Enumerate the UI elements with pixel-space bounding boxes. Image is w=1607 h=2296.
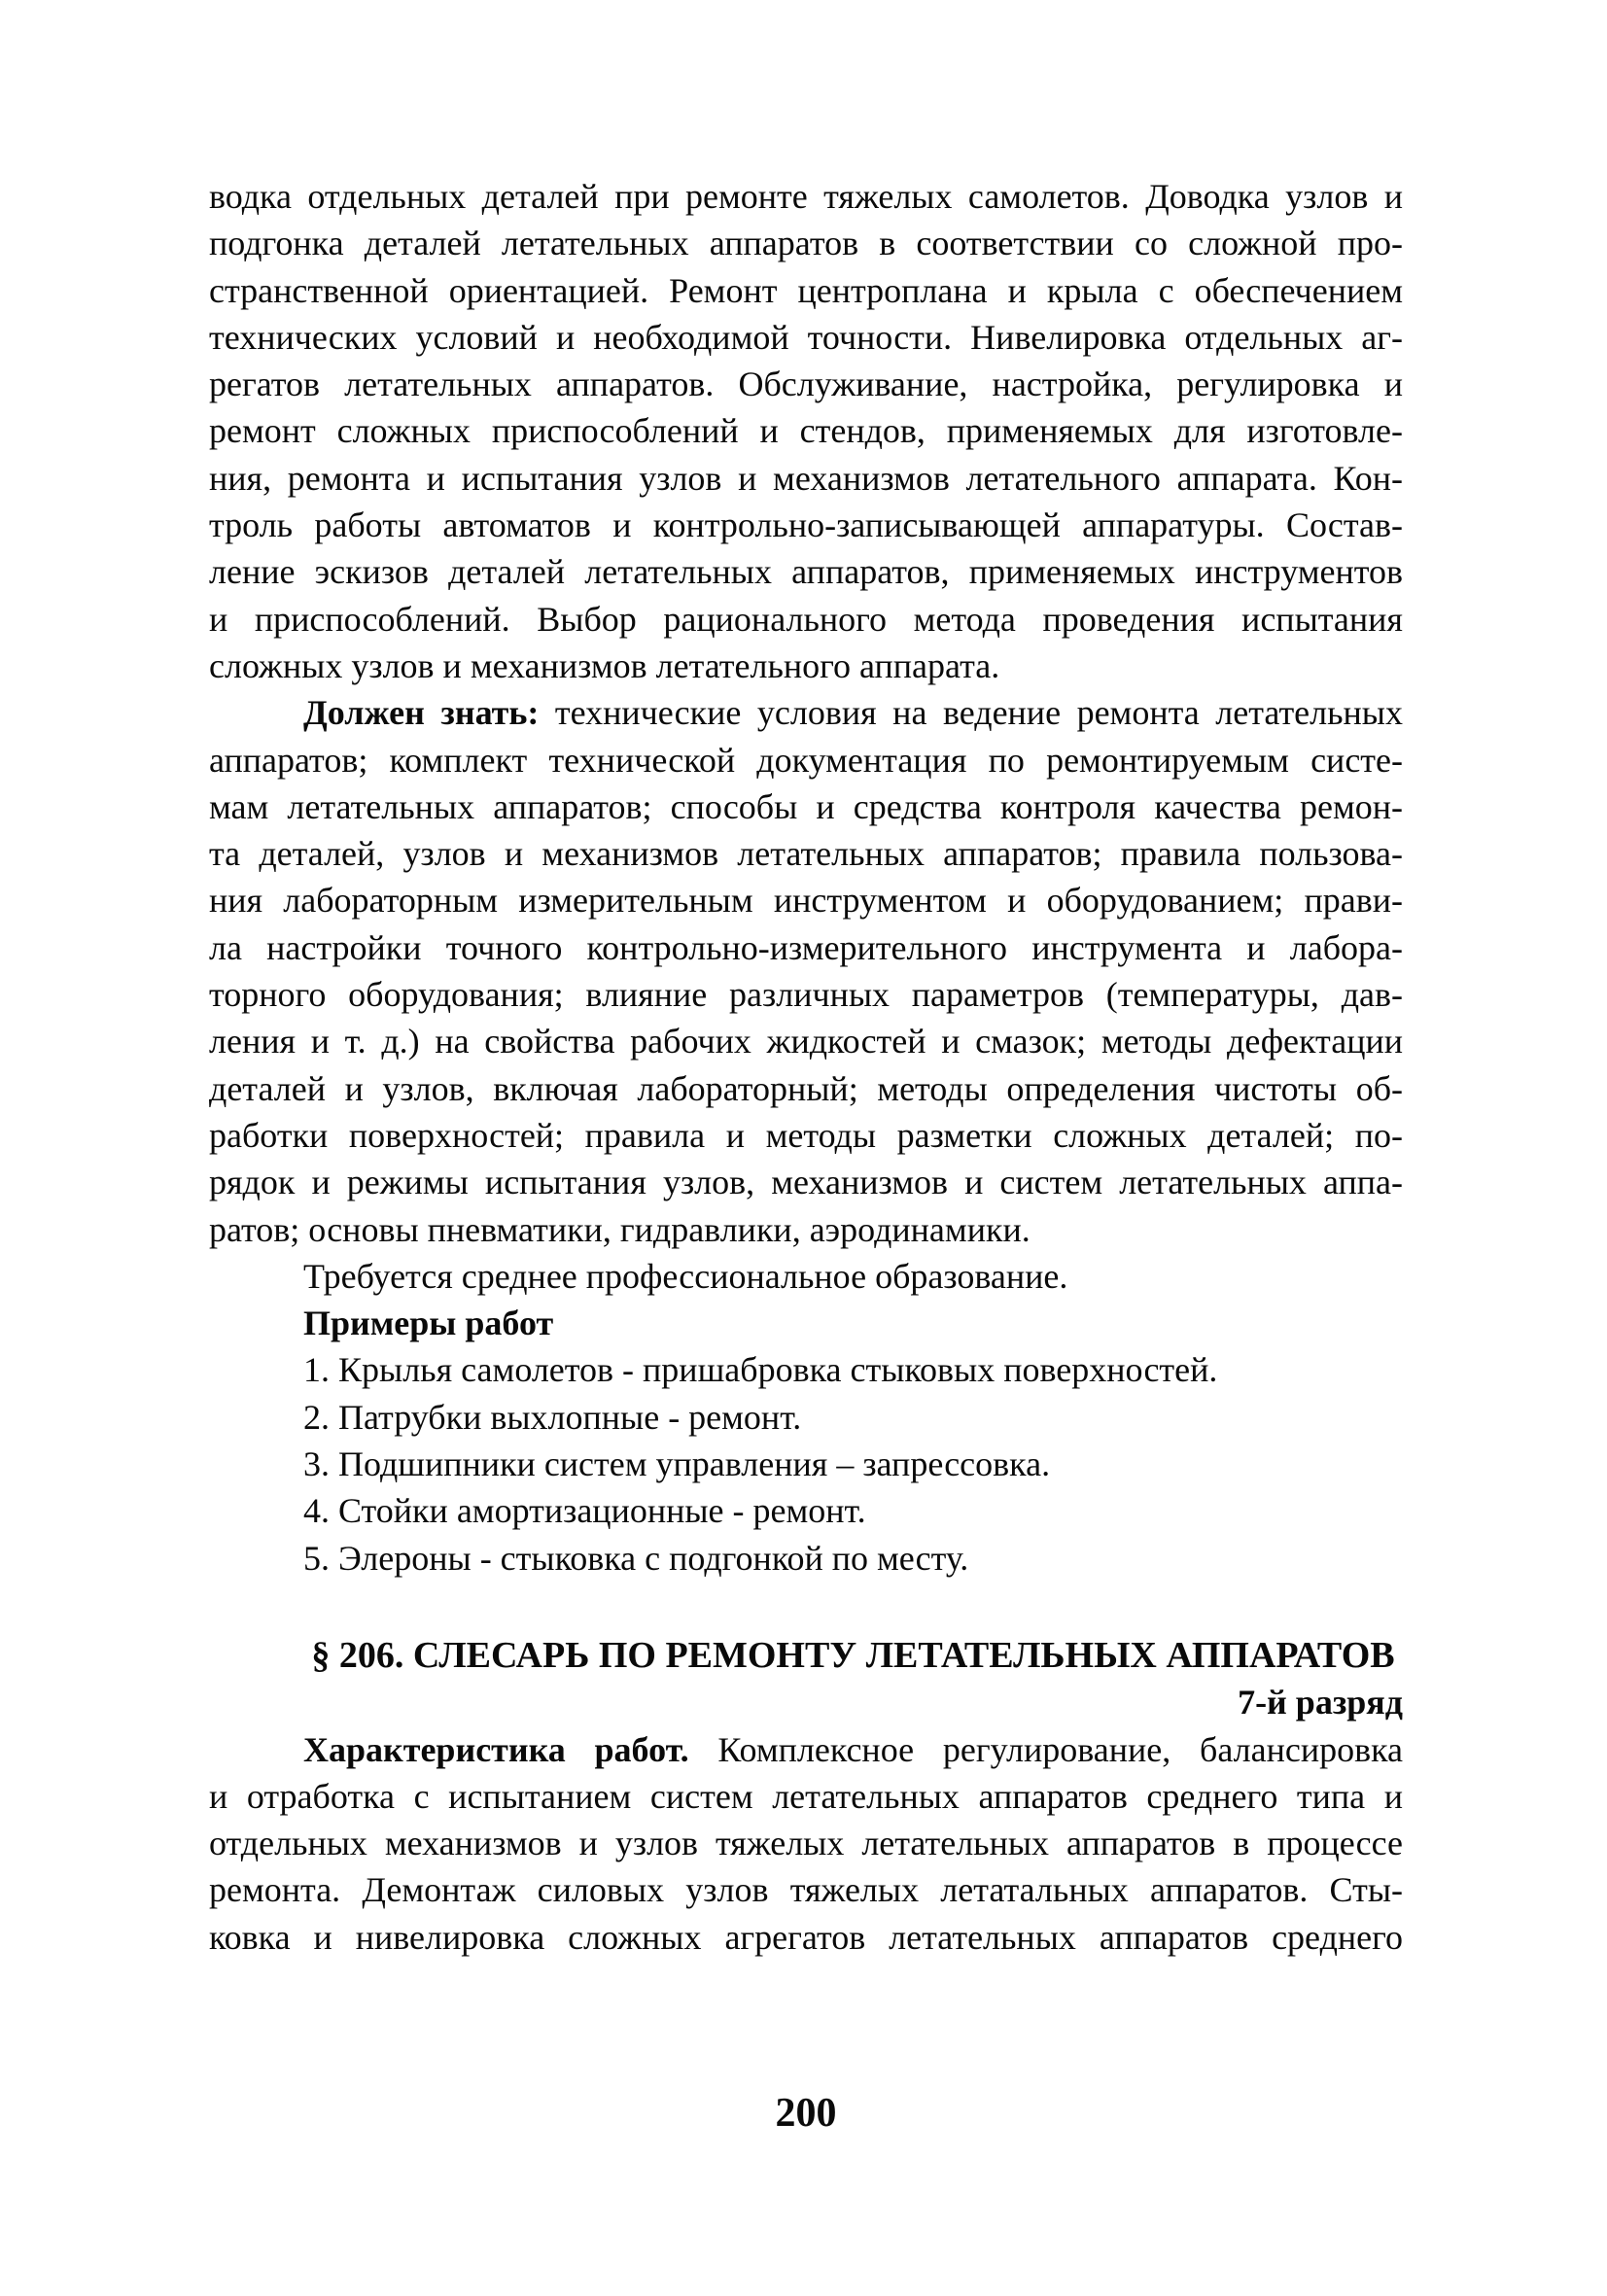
heading-primery-rabot-line-1	[209, 1300, 1403, 1346]
para-dolzhen-znat-line-1: Должен знать: технические условия на ведение ремонта летательных	[303, 693, 1403, 733]
para-intro-line-1: водка отдельных деталей при ремонте тяжелых самолетов. Доводка узлов и	[209, 177, 1403, 216]
page-number: 200	[775, 2091, 837, 2136]
para-intro-line-11: сложных узлов и механизмов летательного аппарата.	[209, 645, 1000, 685]
grade-line-line-1: 7-й разряд	[1238, 1683, 1403, 1722]
para-intro-line-2: подгонка деталей летательных аппаратов в соответствии со сложной про-	[209, 224, 1403, 263]
para-intro-line-7: ния, ремонта и испытания узлов и механизмов летательного аппарата. Кон-	[209, 458, 1403, 498]
para-dolzhen-znat-line-12: ратов; основы пневматики, гидравлики, аэродинамики.	[209, 1209, 1031, 1249]
grade-line	[209, 1679, 1403, 1725]
para-dolzhen-znat-line-4: та деталей, узлов и механизмов летательных аппаратов; правила пользова-	[209, 834, 1403, 874]
para-intro-line-8: троль работы автоматов и контрольно-записывающей аппаратуры. Состав-	[209, 505, 1403, 545]
text-block	[209, 173, 1403, 1961]
para-dolzhen-znat-line-2: аппаратов; комплект технической документация по ремонтируемым систе-	[209, 740, 1403, 780]
para-dolzhen-znat-bold-lead: Должен знать:	[303, 693, 540, 733]
section-heading-line-1: § 206. СЛЕСАРЬ ПО РЕМОНТУ ЛЕТАТЕЛЬНЫХ АППАРАТОВ	[311, 1634, 1395, 1676]
example-5	[209, 1535, 1403, 1582]
example-1	[209, 1346, 1403, 1393]
para-dolzhen-znat-line-6: ла настройки точного контрольно-измерительного инструмента и лабора-	[209, 927, 1403, 967]
para-kharakteristika-line-2: и отработка с испытанием систем летательных аппаратов среднего типа и	[209, 1776, 1403, 1816]
heading-primery-rabot-bold-lead: Примеры работ	[303, 1304, 554, 1343]
para-dolzhen-znat-line-10: работки поверхностей; правила и методы разметки сложных деталей; по-	[209, 1115, 1403, 1155]
para-dolzhen-znat-line-11: рядок и режимы испытания узлов, механизмов и систем летательных аппа-	[209, 1163, 1403, 1202]
example-1-line-1: 1. Крылья самолетов - пришабровка стыковых поверхностей.	[303, 1350, 1218, 1390]
para-kharakteristika-line-5: ковка и нивелировка сложных агрегатов летательных аппаратов среднего	[209, 1917, 1403, 1957]
line-trebuetsya-line-1: Требуется среднее профессиональное образование.	[303, 1256, 1068, 1296]
para-dolzhen-znat-line-3: мам летательных аппаратов; способы и средства контроля качества ремон-	[209, 786, 1403, 826]
para-dolzhen-znat-line-8: ления и т. д.) на свойства рабочих жидкостей и смазок; методы дефектации	[209, 1022, 1403, 1061]
para-intro	[209, 173, 1403, 689]
para-kharakteristika	[209, 1726, 1403, 1961]
para-intro-line-4: технических условий и необходимой точности. Нивелировка отдельных аг-	[209, 317, 1403, 357]
para-kharakteristika-line-3: отдельных механизмов и узлов тяжелых летательных аппаратов в процессе	[209, 1824, 1403, 1863]
example-3	[209, 1441, 1403, 1487]
example-5-line-1: 5. Элероны - стыковка с подгонкой по месту.	[303, 1538, 969, 1578]
example-2-line-1: 2. Патрубки выхлопные - ремонт.	[303, 1397, 802, 1437]
para-kharakteristika-line-1: Характеристика работ. Комплексное регулирование, балансировка	[303, 1729, 1404, 1769]
para-intro-line-3: странственной ориентацией. Ремонт центроплана и крыла с обеспечением	[209, 270, 1403, 310]
para-dolzhen-znat-line-9: деталей и узлов, включая лабораторный; методы определения чистоты об-	[209, 1068, 1403, 1108]
example-2	[209, 1394, 1403, 1441]
heading-primery-rabot	[209, 1300, 1403, 1346]
para-dolzhen-znat-line-5: ния лабораторным измерительным инструментом и оборудованием; прави-	[209, 881, 1403, 921]
example-3-line-1: 3. Подшипники систем управления – запрессовка.	[303, 1444, 1051, 1484]
para-dolzhen-znat-line-7: торного оборудования; влияние различных параметров (температуры, дав-	[209, 975, 1403, 1015]
section-heading	[209, 1632, 1403, 1679]
para-intro-line-5: регатов летательных аппаратов. Обслуживание, настройка, регулировка и	[209, 365, 1403, 404]
example-4	[209, 1487, 1403, 1534]
para-intro-line-6: ремонт сложных приспособлений и стендов, применяемых для изготовле-	[209, 411, 1403, 451]
example-4-line-1: 4. Стойки амортизационные - ремонт.	[303, 1491, 866, 1531]
para-intro-line-10: и приспособлений. Выбор рационального метода проведения испытания	[209, 599, 1403, 639]
line-trebuetsya	[209, 1253, 1403, 1300]
para-kharakteristika-bold-lead: Характеристика работ.	[303, 1729, 689, 1769]
para-kharakteristika-line-4: ремонта. Демонтаж силовых узлов тяжелых летатальных аппаратов. Сты-	[209, 1870, 1403, 1910]
para-dolzhen-znat	[209, 689, 1403, 1253]
para-intro-line-9: ление эскизов деталей летательных аппаратов, применяемых инструментов	[209, 552, 1403, 592]
